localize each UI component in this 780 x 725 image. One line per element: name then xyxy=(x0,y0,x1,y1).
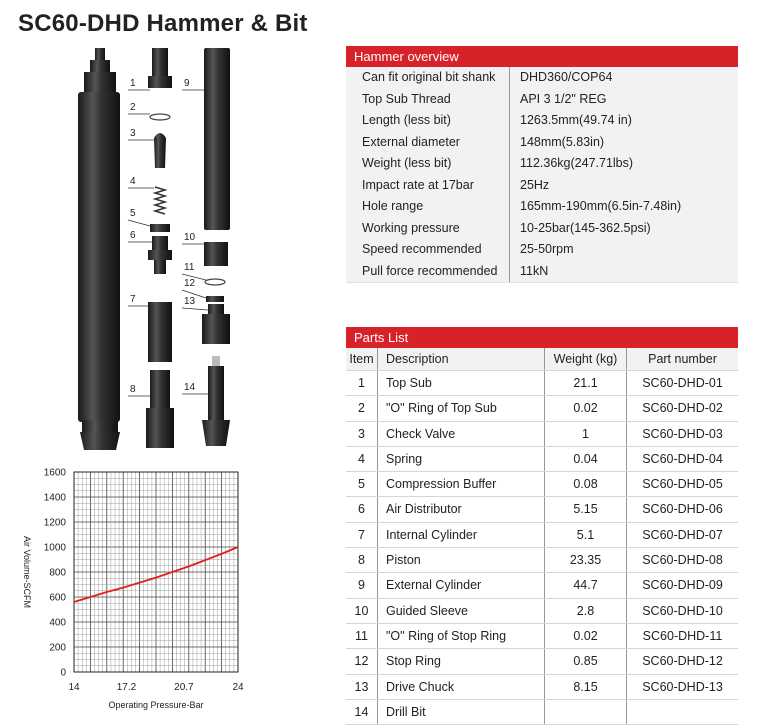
cell-weight: 8.15 xyxy=(545,675,627,699)
y-tick-label: 0 xyxy=(60,667,66,679)
y-tick-label: 200 xyxy=(49,642,66,654)
y-tick-label: 400 xyxy=(49,617,66,629)
table-row xyxy=(346,599,738,624)
cell-item: 3 xyxy=(346,422,378,446)
assembled-hammer xyxy=(78,48,120,450)
table-row xyxy=(346,624,738,649)
part-guided-sleeve xyxy=(204,242,228,266)
x-tick-label: 17.2 xyxy=(116,682,137,693)
cell-weight: 21.1 xyxy=(545,371,627,395)
cell-item: 14 xyxy=(346,700,378,724)
x-tick-label: 24 xyxy=(232,682,244,693)
part-spring xyxy=(155,187,165,214)
page-title: SC60-DHD Hammer & Bit xyxy=(18,10,308,37)
label-part-10: 10 xyxy=(184,232,196,243)
cell-weight: 0.02 xyxy=(545,624,627,648)
cell-item: 6 xyxy=(346,497,378,521)
table-row xyxy=(346,371,738,396)
air-volume-chart xyxy=(0,460,340,719)
col-description: Description xyxy=(378,348,545,370)
cell-part-number: SC60-DHD-10 xyxy=(642,603,723,618)
cell-weight: 23.35 xyxy=(545,548,627,572)
x-tick-label: 14 xyxy=(68,682,80,693)
overview-row xyxy=(346,218,738,240)
label-part-6: 6 xyxy=(130,230,136,241)
label-part-8: 8 xyxy=(130,384,136,395)
cell-description: Stop Ring xyxy=(378,649,545,673)
overview-key: Impact rate at 17bar xyxy=(346,175,510,197)
cell-item: 5 xyxy=(346,472,378,496)
part-o-ring-top xyxy=(150,114,170,120)
cell-description: Guided Sleeve xyxy=(378,599,545,623)
overview-header: Hammer overview xyxy=(346,46,738,67)
overview-key: Can fit original bit shank xyxy=(346,67,510,89)
overview-value: API 3 1/2" REG xyxy=(520,91,607,106)
cell-weight: 0.85 xyxy=(545,649,627,673)
cell-weight: 0.08 xyxy=(545,472,627,496)
part-check-valve xyxy=(154,133,166,168)
cell-item: 10 xyxy=(346,599,378,623)
overview-row xyxy=(346,175,738,197)
y-tick-label: 1000 xyxy=(43,542,66,554)
cell-weight: 2.8 xyxy=(545,599,627,623)
exploded-parts-illustration xyxy=(0,40,340,460)
cell-part-number: SC60-DHD-06 xyxy=(642,502,723,517)
y-tick-label: 600 xyxy=(49,592,66,604)
cell-part-number: SC60-DHD-03 xyxy=(642,426,723,441)
cell-description: Internal Cylinder xyxy=(378,523,545,547)
part-stop-ring xyxy=(206,296,224,302)
overview-key: Length (less bit) xyxy=(346,110,510,132)
table-row xyxy=(346,396,738,421)
overview-value: 10-25bar(145-362.5psi) xyxy=(520,220,651,235)
overview-row xyxy=(346,196,738,218)
cell-weight: 5.1 xyxy=(545,523,627,547)
cell-item: 8 xyxy=(346,548,378,572)
hammer-overview-table xyxy=(346,46,738,283)
overview-key: Working pressure xyxy=(346,218,510,240)
part-o-ring-stop xyxy=(205,279,225,285)
cell-item: 12 xyxy=(346,649,378,673)
part-external-cylinder xyxy=(204,48,230,230)
cell-weight: 0.02 xyxy=(545,396,627,420)
cell-description: Piston xyxy=(378,548,545,572)
col-weight: Weight (kg) xyxy=(545,348,627,370)
cell-description: "O" Ring of Top Sub xyxy=(378,396,545,420)
table-row xyxy=(346,497,738,522)
parts-list-header: Parts List xyxy=(346,327,738,348)
cell-item: 1 xyxy=(346,371,378,395)
overview-row xyxy=(346,110,738,132)
label-part-4: 4 xyxy=(130,176,136,187)
overview-key: Weight (less bit) xyxy=(346,153,510,175)
cell-description: Drill Bit xyxy=(378,700,545,724)
cell-part-number: SC60-DHD-05 xyxy=(642,477,723,492)
table-row xyxy=(346,649,738,674)
y-tick-label: 800 xyxy=(49,567,66,579)
label-part-5: 5 xyxy=(130,208,136,219)
overview-row xyxy=(346,132,738,154)
table-row xyxy=(346,523,738,548)
overview-value: 25Hz xyxy=(520,177,550,192)
cell-item: 7 xyxy=(346,523,378,547)
cell-description: Check Valve xyxy=(378,422,545,446)
overview-value: 11kN xyxy=(520,263,549,278)
table-row xyxy=(346,472,738,497)
label-part-2: 2 xyxy=(130,102,136,113)
cell-part-number: SC60-DHD-13 xyxy=(642,679,723,694)
y-tick-label: 1600 xyxy=(43,467,66,479)
cell-part-number: SC60-DHD-12 xyxy=(642,654,723,669)
col-item: Item xyxy=(346,348,378,370)
y-tick-label: 1400 xyxy=(43,492,66,504)
table-row xyxy=(346,675,738,700)
cell-part-number: SC60-DHD-01 xyxy=(642,376,723,390)
table-row xyxy=(346,573,738,598)
cell-description: Drive Chuck xyxy=(378,675,545,699)
overview-value: 1263.5mm(49.74 in) xyxy=(520,113,632,127)
overview-key: Pull force recommended xyxy=(346,261,510,283)
label-part-13: 13 xyxy=(184,296,196,307)
part-top-sub xyxy=(148,48,172,88)
cell-description: Compression Buffer xyxy=(378,472,545,496)
overview-key: Speed recommended xyxy=(346,239,510,261)
overview-key: Top Sub Thread xyxy=(346,89,510,111)
cell-item: 2 xyxy=(346,396,378,420)
x-tick-label: 20.7 xyxy=(174,682,194,693)
parts-list-body xyxy=(346,371,738,725)
label-part-9: 9 xyxy=(184,78,190,89)
x-axis-label: Operating Pressure-Bar xyxy=(108,700,204,710)
cell-description: Air Distributor xyxy=(378,497,545,521)
overview-body xyxy=(346,67,738,283)
cell-description: Top Sub xyxy=(378,371,545,395)
y-axis-label: Air Volume-SCFM xyxy=(22,535,32,609)
overview-row xyxy=(346,89,738,111)
overview-key: Hole range xyxy=(346,196,510,218)
overview-value: 112.36kg(247.71lbs) xyxy=(520,156,634,170)
table-row xyxy=(346,548,738,573)
cell-part-number: SC60-DHD-09 xyxy=(642,578,723,593)
overview-key: External diameter xyxy=(346,132,510,154)
overview-row xyxy=(346,239,738,261)
label-part-12: 12 xyxy=(184,278,196,289)
overview-value: DHD360/COP64 xyxy=(520,70,613,84)
table-row xyxy=(346,700,738,725)
cell-part-number: SC60-DHD-02 xyxy=(642,401,723,416)
cell-item: 4 xyxy=(346,447,378,471)
cell-part-number: SC60-DHD-04 xyxy=(642,451,723,466)
cell-part-number: SC60-DHD-11 xyxy=(642,628,723,643)
cell-weight: 0.04 xyxy=(545,447,627,471)
cell-weight: 44.7 xyxy=(545,573,627,597)
cell-description: Spring xyxy=(378,447,545,471)
cell-part-number: SC60-DHD-07 xyxy=(642,527,723,542)
label-part-1: 1 xyxy=(130,78,136,89)
label-part-3: 3 xyxy=(130,128,136,139)
label-part-7: 7 xyxy=(130,294,136,305)
cell-description: External Cylinder xyxy=(378,573,545,597)
overview-row xyxy=(346,261,738,283)
overview-value: 148mm(5.83in) xyxy=(520,134,605,149)
table-row xyxy=(346,447,738,472)
cell-weight xyxy=(545,700,627,724)
cell-item: 9 xyxy=(346,573,378,597)
parts-list-column-headers xyxy=(346,348,738,371)
cell-part-number: SC60-DHD-08 xyxy=(642,553,723,568)
label-part-11: 11 xyxy=(184,262,195,273)
cell-part-number xyxy=(627,700,738,724)
cell-description: "O" Ring of Stop Ring xyxy=(378,624,545,648)
cell-item: 11 xyxy=(346,624,378,648)
overview-row xyxy=(346,153,738,175)
overview-row xyxy=(346,67,738,89)
overview-value: 25-50rpm xyxy=(520,242,574,256)
part-internal-cylinder xyxy=(148,302,172,362)
cell-weight: 5.15 xyxy=(545,497,627,521)
table-row xyxy=(346,422,738,447)
label-part-14: 14 xyxy=(184,382,196,393)
overview-value: 165mm-190mm(6.5in-7.48in) xyxy=(520,199,682,213)
parts-list-table xyxy=(346,327,738,725)
parts-drawing xyxy=(0,40,340,460)
part-piston xyxy=(146,370,174,448)
col-part-number: Part number xyxy=(648,352,717,366)
part-drill-bit xyxy=(202,356,230,446)
part-compression-buffer xyxy=(150,224,170,232)
cell-item: 13 xyxy=(346,675,378,699)
chart-svg xyxy=(0,460,340,719)
cell-weight: 1 xyxy=(545,422,627,446)
y-tick-label: 1200 xyxy=(43,517,66,529)
